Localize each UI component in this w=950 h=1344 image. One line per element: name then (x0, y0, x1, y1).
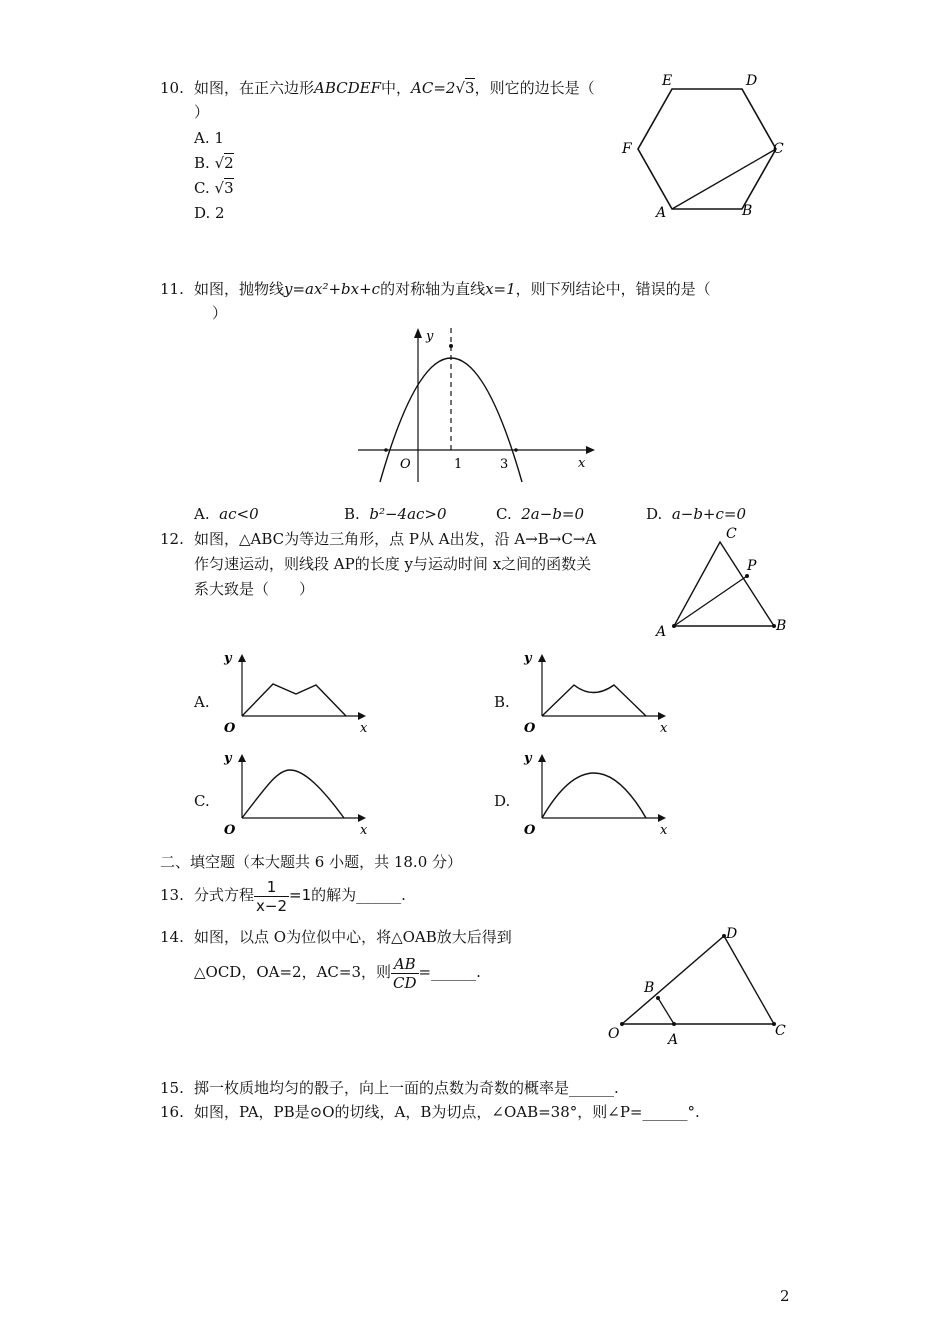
q10-option-d (194, 201, 225, 226)
q16-text: 如图，PA，PB是⊙O的切线，A，B为切点，∠OAB=38°，则∠P=______°. (194, 1103, 700, 1121)
label-x: x (660, 823, 668, 838)
label-a: A (656, 205, 667, 221)
label-d: D (726, 926, 738, 942)
y-arrow (538, 754, 546, 762)
option-value: 2 (224, 154, 234, 172)
sqrt-symbol: √ (214, 154, 225, 172)
q14-line2-text: △OCD，OA=2，AC=3，则 (194, 963, 391, 981)
label-f: F (622, 141, 632, 157)
y-arrow (414, 328, 422, 338)
label-d: D (746, 73, 758, 89)
vertex (449, 344, 453, 348)
q10-option-a (194, 126, 224, 151)
sqrt-symbol: √ (455, 79, 466, 97)
label-e: E (662, 73, 673, 89)
q14-fraction (391, 955, 419, 992)
triangle-abc (674, 542, 774, 626)
q14-stem-line2 (194, 952, 481, 992)
curve-b (542, 685, 646, 716)
option-key: A. (194, 505, 210, 523)
sqrt-symbol: √ (214, 179, 225, 197)
option-key: B. (344, 505, 360, 523)
q12-option-a-label: A. (194, 693, 210, 711)
q10-text-a: 如图，在正六边形 (194, 79, 315, 97)
point-a (672, 624, 676, 628)
q10-hexagon-figure (610, 65, 800, 225)
q13-text-a: 分式方程 (194, 886, 255, 904)
q10-option-b (194, 151, 234, 176)
option-key: C. (194, 179, 210, 197)
label-b: B (776, 618, 787, 634)
q11-text-b: 的对称轴为直线 (380, 280, 486, 298)
option-value: 2a−b=0 (521, 505, 585, 523)
label-origin: O (224, 721, 236, 736)
point-b (656, 996, 660, 1000)
q16-number: 16. (160, 1103, 184, 1121)
q10-number: 10. (160, 79, 184, 97)
label-origin: O (524, 823, 536, 838)
q10-stem (160, 76, 595, 101)
label-x: x (360, 823, 368, 838)
q11-text-a: 如图，抛物线 (194, 280, 285, 298)
option-key: B. (194, 154, 210, 172)
q13-fraction (254, 878, 289, 915)
x-arrow (358, 814, 366, 822)
hexagon-shape (638, 89, 776, 209)
q12-option-b-label: B. (494, 693, 510, 711)
label-x: x (360, 721, 368, 736)
label-y: y (524, 751, 532, 766)
x-arrow (586, 446, 595, 454)
label-c: C (775, 1023, 786, 1039)
fraction-denominator: CD (393, 973, 417, 992)
point-p (745, 574, 749, 578)
q12-stem-line2: 作匀速运动，则线段 AP的长度 y与运动时间 x之间的函数关 (194, 555, 592, 573)
q11-number: 11. (160, 280, 184, 298)
label-y: y (426, 329, 434, 344)
q10-ac: AC=2 (411, 79, 456, 97)
label-y: y (224, 651, 232, 666)
y-arrow (538, 654, 546, 662)
label-c: C (773, 141, 784, 157)
q10-close-paren: ） (194, 103, 210, 121)
q12-option-c-label: C. (194, 792, 210, 810)
q10-text-b: 中， (381, 79, 412, 97)
q11-stem (160, 277, 711, 302)
q12-number: 12. (160, 530, 184, 548)
page-number: 2 (780, 1287, 790, 1305)
q12-option-b-graph (518, 648, 678, 738)
q12-option-a-graph (218, 648, 378, 738)
label-one: 1 (454, 457, 463, 472)
fraction-denominator: x−2 (256, 896, 288, 915)
option-key: D. (646, 505, 663, 523)
diagonal-ac (672, 149, 776, 209)
label-b: B (644, 980, 655, 996)
label-y: y (524, 651, 532, 666)
label-b: B (742, 203, 753, 219)
label-o: O (608, 1026, 620, 1042)
label-a: A (668, 1032, 679, 1048)
q14-similar-figure (600, 920, 800, 1050)
q14-stem-line1 (160, 925, 512, 950)
q11-option-a (194, 502, 259, 527)
segment-ab (658, 998, 674, 1024)
root-left (384, 448, 388, 452)
label-origin: O (224, 823, 236, 838)
label-c: C (726, 526, 737, 542)
q10-hexagon-name: ABCDEF (314, 79, 382, 97)
option-value: b²−4ac>0 (369, 505, 447, 523)
q11-axis: x=1 (485, 280, 516, 298)
option-key: A. (194, 129, 210, 147)
fraction-numerator: 1 (254, 878, 289, 897)
root-right (514, 448, 518, 452)
point-a (672, 1022, 676, 1026)
q10-sqrt-arg: 3 (465, 79, 475, 97)
q15-stem (160, 1076, 619, 1101)
q12-option-d-graph (518, 748, 678, 840)
q13-number: 13. (160, 886, 184, 904)
q10-option-c (194, 176, 234, 201)
y-arrow (238, 754, 246, 762)
point-o (620, 1022, 624, 1026)
label-p: P (747, 558, 757, 574)
q11-text-c: ，则下列结论中，错误的是（ (515, 280, 711, 298)
curve-a (242, 684, 346, 716)
section-2-heading: 二、填空题（本大题共 6 小题，共 18.0 分） (160, 853, 463, 871)
q14-answer-blank: =______. (418, 963, 481, 981)
q14-number: 14. (160, 928, 184, 946)
q13-text-b: 的解为______. (311, 886, 406, 904)
q10-text-c: ，则它的边长是（ (474, 79, 595, 97)
option-key: D. (194, 204, 211, 222)
q13-equals: =1 (289, 886, 312, 904)
label-origin: O (400, 457, 411, 472)
label-three: 3 (500, 457, 509, 472)
label-a: A (656, 624, 667, 640)
y-arrow (238, 654, 246, 662)
option-value: 1 (214, 129, 224, 147)
option-value: a−b+c=0 (671, 505, 747, 523)
q12-stem-line1 (160, 527, 596, 552)
curve-d (542, 773, 646, 818)
q12-option-d-label: D. (494, 792, 511, 810)
q14-line1-text: 如图，以点 O为位似中心，将△OAB放大后得到 (194, 928, 512, 946)
q11-option-c (496, 502, 584, 527)
q12-stem-line3: 系大致是（ ） (194, 580, 315, 598)
q13-stem (160, 875, 406, 915)
q11-parabola-graph (350, 322, 600, 487)
q11-equation: y=ax²+bx+c (284, 280, 381, 298)
label-y: y (224, 751, 232, 766)
option-value: 3 (224, 179, 234, 197)
q12-triangle-figure (650, 520, 800, 645)
x-arrow (358, 712, 366, 720)
curve-c (242, 770, 344, 818)
q15-number: 15. (160, 1079, 184, 1097)
label-origin: O (524, 721, 536, 736)
x-arrow (658, 712, 666, 720)
x-arrow (658, 814, 666, 822)
fraction-numerator: AB (391, 955, 419, 974)
option-key: C. (496, 505, 512, 523)
label-x: x (660, 721, 668, 736)
q12-option-c-graph (218, 748, 378, 840)
q12-line1-text: 如图，△ABC为等边三角形，点 P从 A出发，沿 A→B→C→A (194, 530, 597, 548)
q16-stem (160, 1100, 700, 1125)
q11-option-b (344, 502, 447, 527)
label-x: x (578, 456, 586, 471)
q11-close-paren: ） (212, 304, 228, 322)
q15-text: 掷一枚质地均匀的骰子，向上一面的点数为奇数的概率是______. (194, 1079, 619, 1097)
segment-ap (674, 576, 747, 626)
option-value: ac<0 (219, 505, 259, 523)
option-value: 2 (215, 204, 225, 222)
